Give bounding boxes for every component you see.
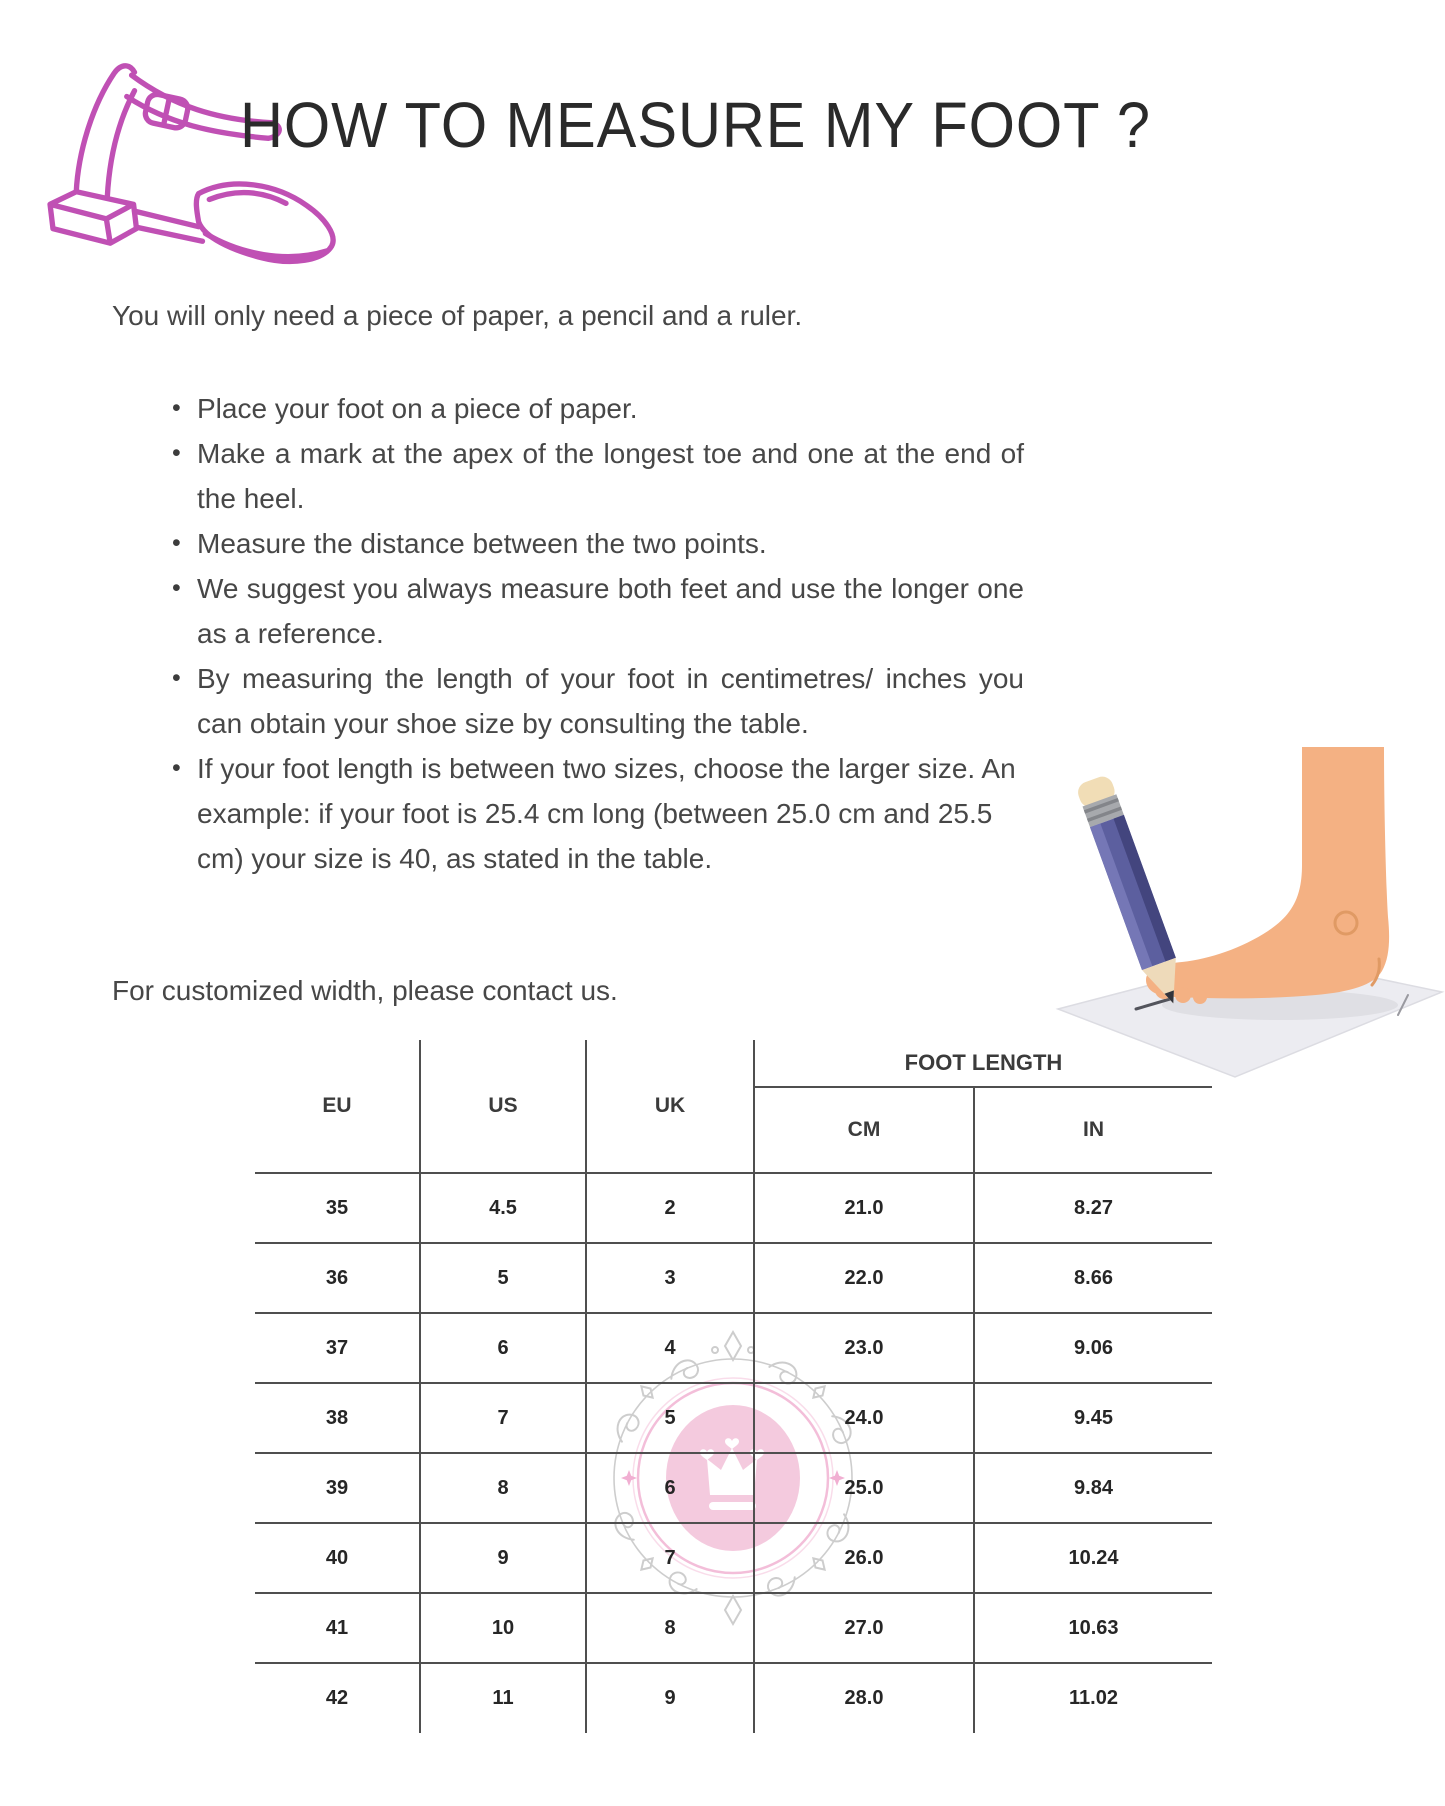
column-header-uk: UK [586, 1040, 754, 1173]
foot [1146, 747, 1389, 1004]
instruction-item: • If your foot length is between two sizes, choose the larger size. An example: if your foot is 25.4 cm long (between 25.0 cm and 25.5 cm) your size is 40, as stated in the table. [112, 746, 1024, 881]
size-cell-eu: 42 [255, 1663, 420, 1733]
size-cell-cm: 25.0 [754, 1453, 974, 1523]
shoe-quarter [76, 66, 134, 197]
size-cell-cm: 23.0 [754, 1313, 974, 1383]
page-title: HOW TO MEASURE MY FOOT ? [240, 89, 1151, 161]
size-cell-us: 11 [420, 1663, 586, 1733]
size-cell-cm: 21.0 [754, 1173, 974, 1243]
column-header-cm: CM [754, 1087, 974, 1173]
size-cell-uk: 5 [586, 1383, 754, 1453]
size-cell-eu: 36 [255, 1243, 420, 1313]
size-cell-eu: 37 [255, 1313, 420, 1383]
size-cell-eu: 39 [255, 1453, 420, 1523]
size-cell-uk: 3 [586, 1243, 754, 1313]
size-cell-in: 10.24 [974, 1523, 1212, 1593]
size-row [255, 1383, 1212, 1453]
size-row [255, 1523, 1212, 1593]
size-cell-cm: 22.0 [754, 1243, 974, 1313]
size-cell-uk: 6 [586, 1453, 754, 1523]
instruction-item: • We suggest you always measure both feet and use the longer one as a reference. [112, 566, 1024, 656]
size-row [255, 1243, 1212, 1313]
instruction-item: • By measuring the length of your foot in centimetres/ inches you can obtain your shoe size by consulting the table. [112, 656, 1024, 746]
size-row [255, 1593, 1212, 1663]
size-cell-us: 9 [420, 1523, 586, 1593]
instruction-item: • Place your foot on a piece of paper. [112, 386, 1024, 431]
instruction-item: • Measure the distance between the two points. [112, 521, 1024, 566]
shoe-topline [209, 193, 286, 204]
size-row [255, 1453, 1212, 1523]
instructions-list [112, 386, 1024, 881]
instruction-item: • Make a mark at the apex of the longest toe and one at the end of the heel. [112, 431, 1024, 521]
size-cell-uk: 8 [586, 1593, 754, 1663]
column-header-eu: EU [255, 1040, 420, 1173]
size-cell-cm: 28.0 [754, 1663, 974, 1733]
shoe-sole-line [205, 233, 326, 256]
size-cell-eu: 38 [255, 1383, 420, 1453]
size-cell-uk: 2 [586, 1173, 754, 1243]
size-cell-eu: 40 [255, 1523, 420, 1593]
size-cell-cm: 27.0 [754, 1593, 974, 1663]
size-cell-cm: 26.0 [754, 1523, 974, 1593]
size-cell-in: 8.27 [974, 1173, 1212, 1243]
pencil [1075, 774, 1190, 1010]
size-cell-cm: 24.0 [754, 1383, 974, 1453]
size-cell-eu: 35 [325, 1196, 349, 1219]
size-cell-uk: 7 [586, 1523, 754, 1593]
column-header-in: IN [974, 1087, 1212, 1173]
size-cell-in: 9.06 [974, 1313, 1212, 1383]
size-conversion-table [255, 1040, 1212, 1733]
size-cell-uk: 4 [586, 1313, 754, 1383]
customized-width-note: For customized width, please contact us. [112, 975, 618, 1006]
flat-shoe-illustration [18, 46, 353, 284]
size-cell-in: 8.66 [974, 1243, 1212, 1313]
size-cell-us: 8 [420, 1453, 586, 1523]
size-cell-in: 9.84 [974, 1453, 1212, 1523]
size-cell-us: 4.5 [420, 1173, 586, 1243]
size-cell-us: 5 [420, 1243, 586, 1313]
size-row [255, 1173, 1212, 1243]
size-row [255, 1313, 1212, 1383]
column-header-foot-length: FOOT LENGTH [754, 1040, 1212, 1087]
size-cell-eu: 41 [255, 1593, 420, 1663]
size-cell-in: 9.45 [974, 1383, 1212, 1453]
size-cell-in: 11.02 [974, 1663, 1212, 1733]
shoe-shank-line [135, 211, 203, 241]
shoe-heel-block [50, 192, 136, 243]
size-cell-us: 6 [420, 1313, 586, 1383]
column-header-us: US [420, 1040, 586, 1173]
size-cell-us: 7 [420, 1383, 586, 1453]
size-cell-us: 10 [420, 1593, 586, 1663]
intro-text: You will only need a piece of paper, a pencil and a ruler. [112, 300, 803, 331]
size-row [255, 1663, 1212, 1733]
size-cell-uk: 9 [586, 1663, 754, 1733]
size-cell-in: 10.63 [974, 1593, 1212, 1663]
